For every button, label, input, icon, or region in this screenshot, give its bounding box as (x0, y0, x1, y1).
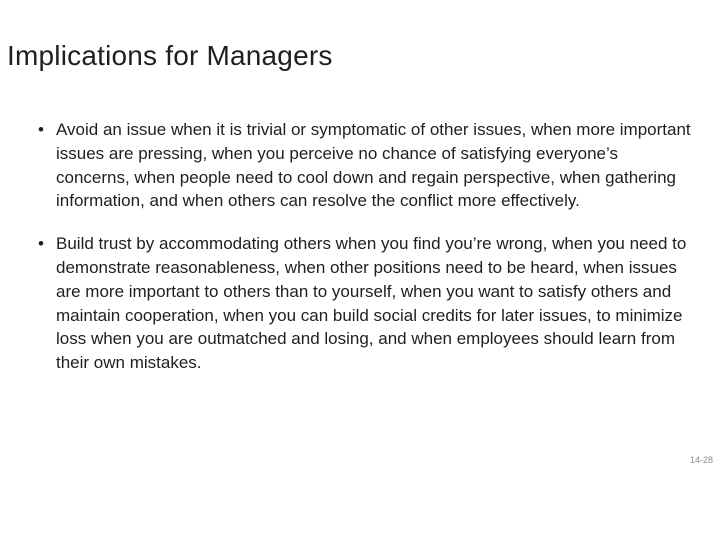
bullet-list (36, 118, 696, 375)
slide-title: Implications for Managers (7, 40, 333, 71)
bullet-item (36, 232, 696, 375)
bullet-marker: • (38, 120, 44, 139)
bullet-item (36, 118, 696, 213)
page-number: 14-28 (689, 455, 713, 465)
bullet-text: Avoid an issue when it is trivial or symptomatic of other issues, when more important issues are pressing, when you perceive no chance of satisfying everyone’s concerns, when people need to cool down and regain perspective, when gathering information, and when others can resolve the conflict more effectively. (56, 120, 691, 211)
bullet-text: Build trust by accommodating others when you find you’re wrong, when you need to demonstrate reasonableness, when other positions need to be heard, when issues are more important to others than to yourself, when you want to satisfy others and maintain cooperation, when you can build social credits for later issues, to minimize loss when you are outmatched and losing, and when employees should learn from their own mistakes. (56, 234, 687, 373)
bullet-marker: • (38, 234, 44, 254)
